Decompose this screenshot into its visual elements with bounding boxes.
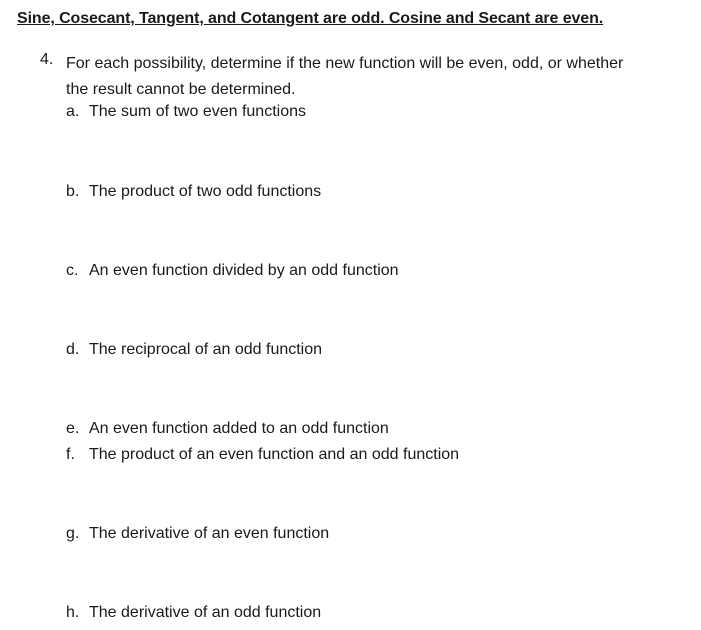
item-f bbox=[66, 446, 459, 464]
item-text: An even function added to an odd function bbox=[89, 420, 389, 437]
question-number: 4. bbox=[40, 51, 54, 68]
item-letter: a. bbox=[66, 103, 80, 120]
item-letter: e. bbox=[66, 420, 80, 437]
item-text: The sum of two even functions bbox=[89, 103, 306, 120]
item-d bbox=[66, 341, 322, 359]
item-text: An even function divided by an odd function bbox=[89, 262, 399, 279]
item-b bbox=[66, 183, 321, 201]
item-text: The product of an even function and an odd function bbox=[89, 446, 460, 463]
item-letter: g. bbox=[66, 525, 80, 542]
item-letter: f. bbox=[66, 446, 75, 463]
item-text: The reciprocal of an odd function bbox=[89, 341, 323, 358]
item-text: The derivative of an even function bbox=[89, 525, 330, 542]
item-letter: c. bbox=[66, 262, 79, 279]
item-e bbox=[66, 420, 389, 438]
item-c bbox=[66, 262, 399, 280]
page-heading: Sine, Cosecant, Tangent, and Cotangent are odd. Cosine and Secant are even. bbox=[17, 10, 604, 27]
item-a bbox=[66, 103, 306, 121]
item-letter: b. bbox=[66, 183, 80, 200]
item-letter: h. bbox=[66, 604, 80, 621]
item-h bbox=[66, 604, 321, 622]
item-g bbox=[66, 525, 329, 543]
item-letter: d. bbox=[66, 341, 80, 358]
item-text: The product of two odd functions bbox=[89, 183, 322, 200]
item-text: The derivative of an odd function bbox=[89, 604, 322, 621]
question-text: For each possibility, determine if the new function will be even, odd, or whether the result cannot be determined. bbox=[66, 55, 624, 98]
